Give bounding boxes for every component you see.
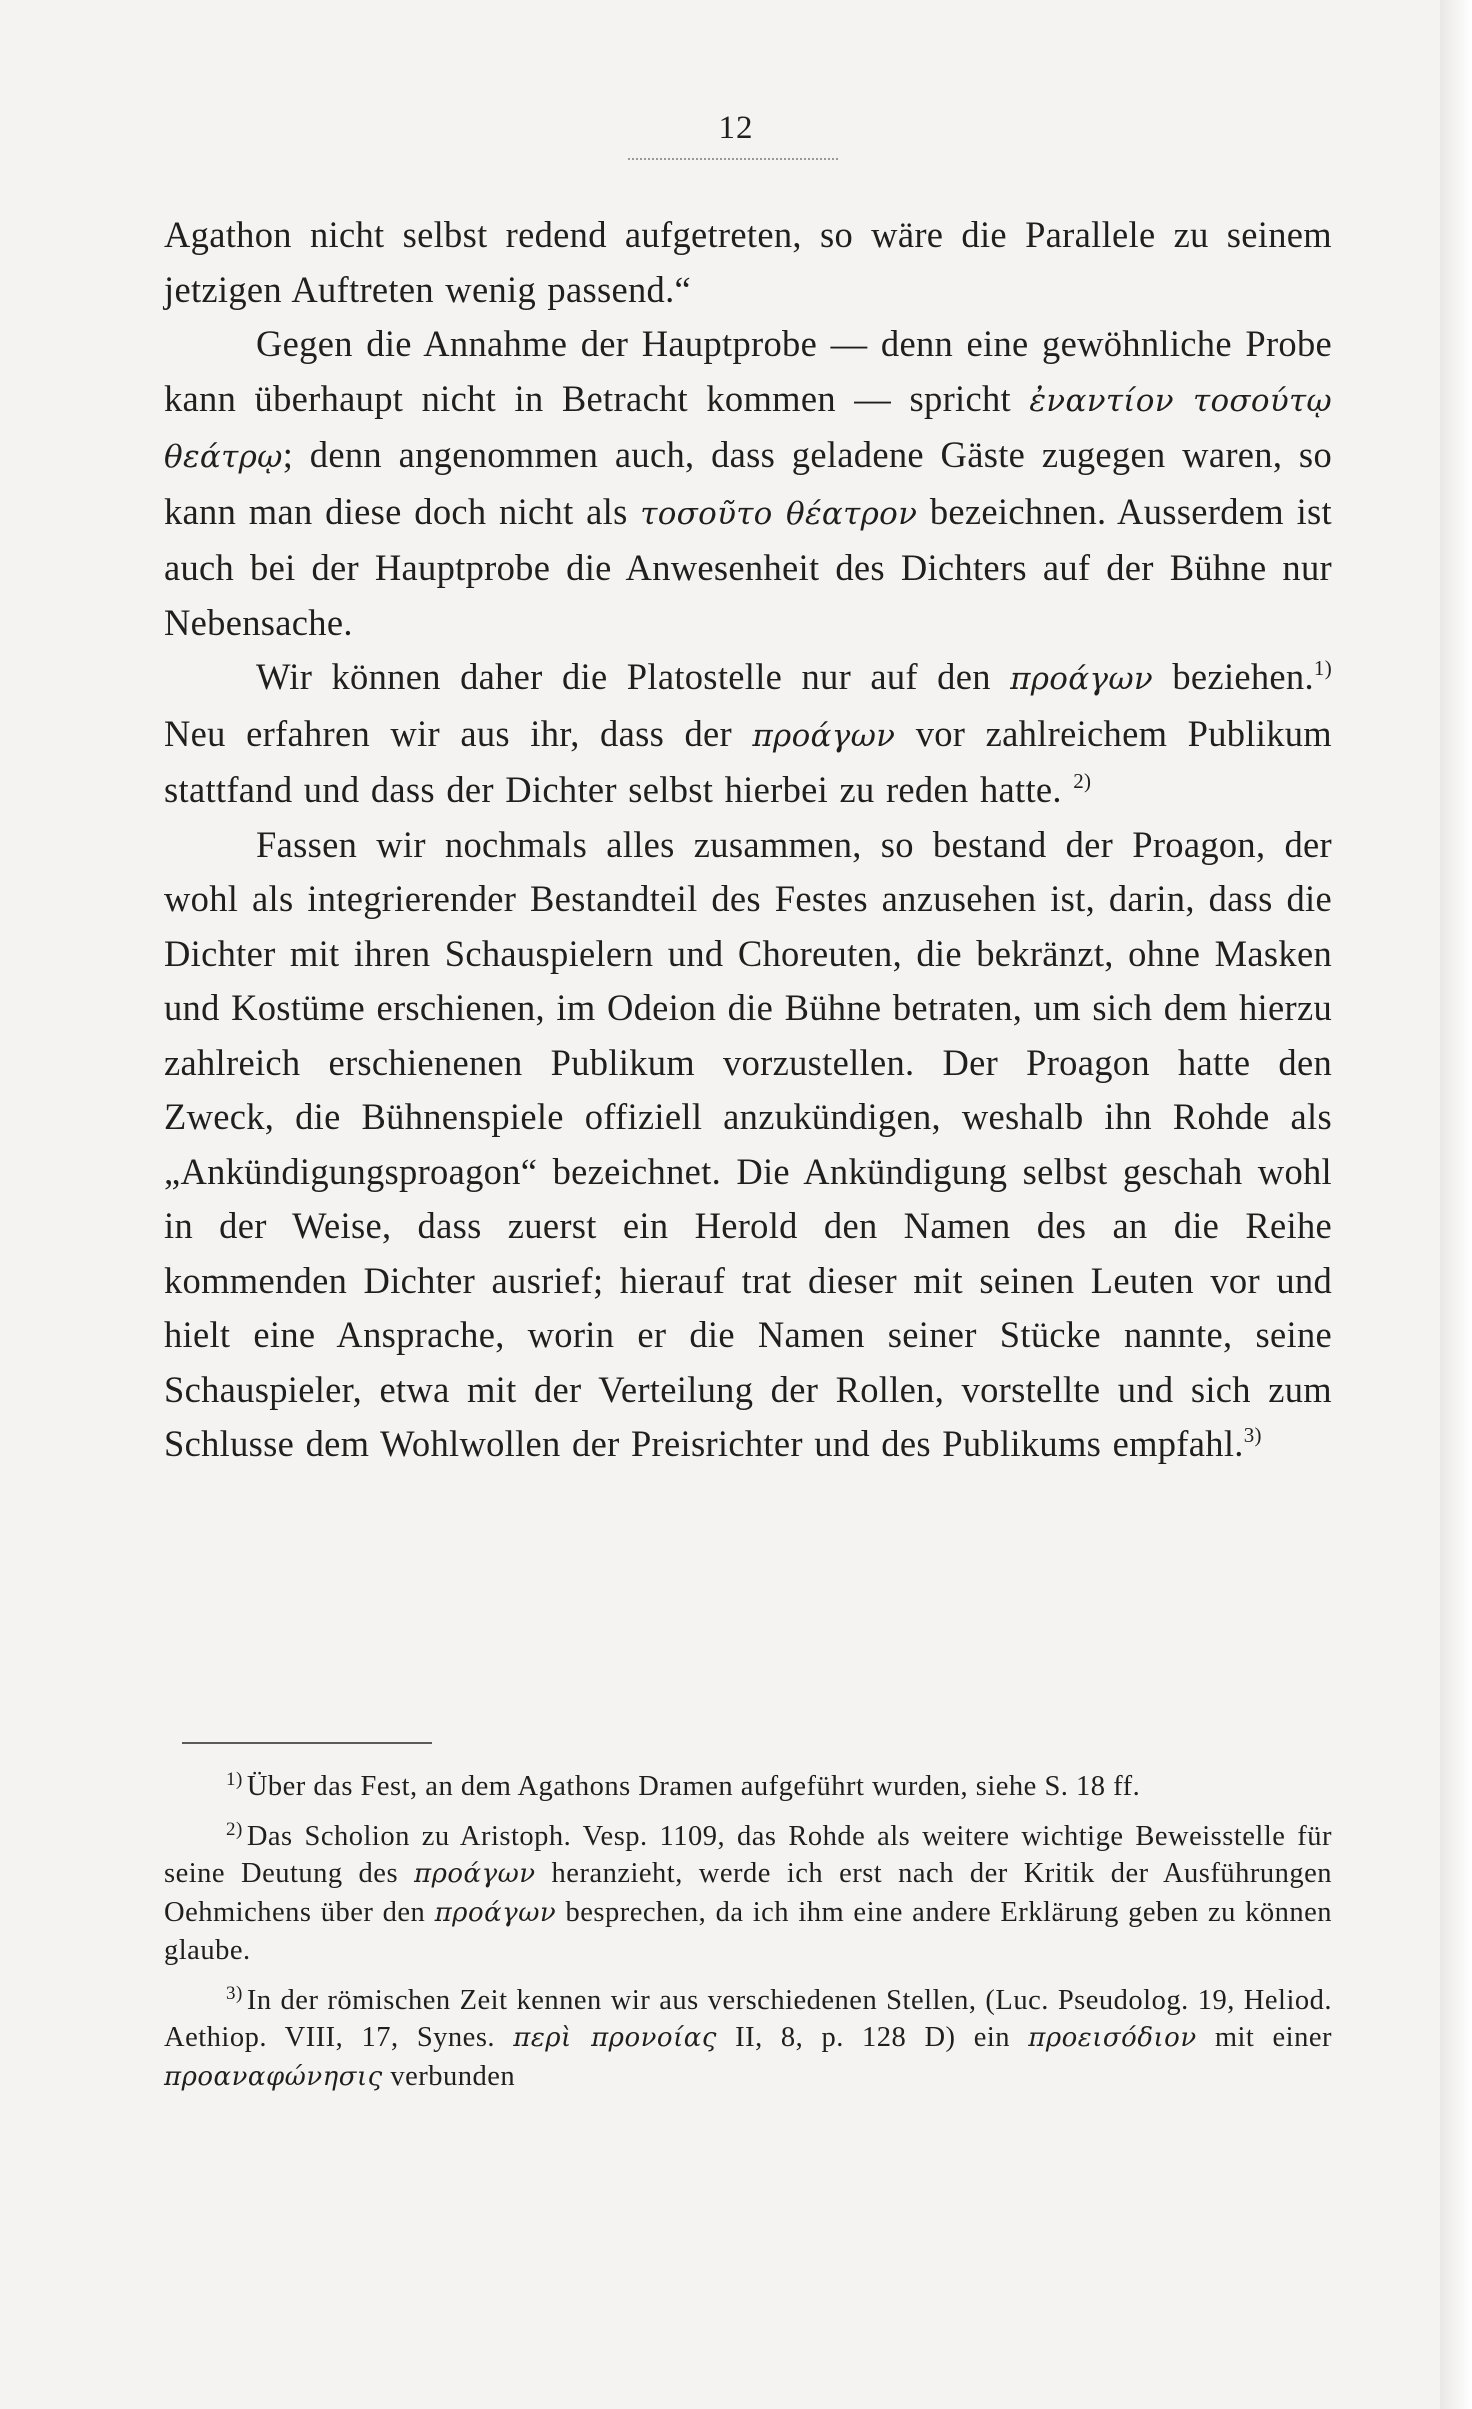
paragraph-3	[164, 650, 1332, 818]
greek-word: προάγων	[752, 717, 896, 754]
main-text	[164, 208, 1332, 1472]
footnote-3-text-a: In der römischen Zeit kennen wir aus verschiedenen Stellen, (Luc. Pseudolog. 19, Heliod. Aethiop. VIII, 17, Synes.	[164, 1984, 1332, 2053]
paragraph-2-text-a: Gegen die Annahme der Hauptprobe — denn eine gewöhnliche Probe kann überhaupt nicht in Betracht kommen — spricht	[164, 323, 1332, 419]
header-rule	[628, 158, 838, 160]
footnote-ref-2[interactable]: 2)	[1073, 769, 1092, 793]
footnote-2-text-c: besprechen, da ich ihm eine andere Erklärung geben zu können glaube.	[164, 1896, 1333, 1966]
footnote-ref-1[interactable]: 1)	[1313, 656, 1332, 680]
paragraph-4	[164, 818, 1332, 1472]
footnote-2-text-b: heranzieht, werde ich erst nach der Kritik der Ausführungen Oehmichens über den	[164, 1858, 1332, 1928]
footnote-3-text-d: verbunden	[382, 2060, 516, 2092]
greek-word: προάγων	[434, 1897, 557, 1928]
footnote-3-text-c: mit einer	[1196, 2022, 1332, 2053]
greek-word: προάγων	[413, 1859, 536, 1889]
footnote-1	[164, 1768, 1332, 1806]
paragraph-2	[164, 317, 1332, 650]
footnote-number: 3)	[226, 1982, 243, 2004]
footnote-2-text-a: Das Scholion zu Aristoph. Vesp. 1109, das Rohde als weitere wichtige Beweisstelle für seine Deutung des	[164, 1820, 1332, 1889]
paragraph-3-text-b: beziehen.	[1153, 656, 1314, 697]
paragraph-2-text-c: bezeichnen. Ausserdem ist auch bei der Hauptprobe die Anwesenheit des Dichters auf der Bühne nur Nebensache.	[164, 490, 1332, 643]
paragraph-2-text-b: ; denn angenommen auch, dass geladene Gäste zugegen waren, so kann man diese doch nicht als	[164, 434, 1332, 532]
paragraph-4-text: Fassen wir nochmals alles zusammen, so bestand der Proagon, der wohl als integrierender Bestandteil des Festes anzusehen ist, darin, dass die Dichter mit ihren Schauspielern und Choreuten, die bekränzt, ohne Masken und Kostüme erschienen, im Odeion die Bühne betraten, um sich dem hierzu zahlreich erschienenen Publikum vorzustellen. Der Proagon hatte den Zweck, die Bühnenspiele offiziell anzukündigen, weshalb ihn Rohde als „Ankündigungsproagon“ bezeichnet. Die Ankündigung selbst geschah wohl in der Weise, dass zuerst ein Herold den Namen des an die Reihe kommenden Dichter ausrief; hierauf trat dieser mit seinen Leuten vor und hielt eine Ansprache, worin er die Namen seiner Stücke nannte, seine Schauspieler, etwa mit der Verteilung der Rollen, vorstellte und sich zum Schlusse dem Wohlwollen der Preisrichter und des Publikums empfahl.	[164, 823, 1332, 1464]
paragraph-3-text-c: Neu erfahren wir aus ihr, dass der	[164, 712, 753, 754]
paragraph-3-text-a: Wir können daher die Platostelle nur auf den	[256, 656, 1011, 697]
paragraph-3-text-d: vor zahlreichem Publikum stattfand und dass der Dichter selbst hierbei zu reden hatte.	[164, 712, 1333, 810]
footnote-ref-3[interactable]: 3)	[1243, 1423, 1262, 1447]
footnote-divider	[182, 1742, 432, 1744]
footnote-number: 2)	[226, 1818, 243, 1840]
footnote-1-text: Über das Fest, an dem Agathons Dramen aufgeführt wurden, siehe S. 18 ff.	[246, 1771, 1141, 1802]
greek-phrase: περὶ προνοίας	[513, 2023, 717, 2053]
page-edge-shadow	[1440, 0, 1472, 2409]
footnote-3	[164, 1982, 1332, 2097]
greek-word: προαναφώνησις	[164, 2061, 383, 2092]
greek-phrase: τοσοῦτο θέατρον	[640, 495, 918, 532]
greek-word: προεισόδιον	[1028, 2023, 1197, 2053]
greek-word: προάγων	[1010, 661, 1154, 697]
paragraph-1-text: Agathon nicht selbst redend aufgetreten, so wäre die Parallele zu seinem jetzigen Auftreten wenig passend.“	[164, 214, 1332, 310]
footnote-2	[164, 1818, 1332, 1970]
footnotes	[164, 1768, 1332, 2108]
page-number: 12	[718, 110, 754, 146]
footnote-3-text-b: II, 8, p. 128 D) ein	[716, 2022, 1029, 2053]
paragraph-1	[164, 208, 1332, 317]
greek-phrase: ἐναντίον τοσούτῳ θεάτρῳ	[164, 382, 1332, 475]
footnote-number: 1)	[226, 1769, 243, 1790]
